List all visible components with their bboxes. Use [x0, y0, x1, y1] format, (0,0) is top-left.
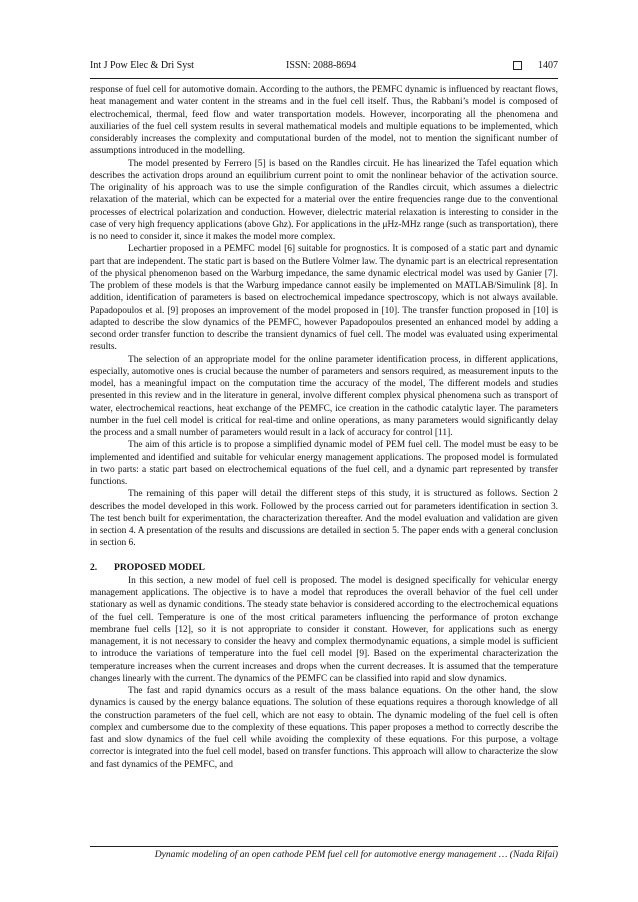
- journal-name: Int J Pow Elec & Dri Syst: [90, 60, 194, 71]
- section-heading: [90, 562, 558, 574]
- section-paragraph-1: In this section, a new model of fuel cell is proposed. The model is designed specifically for vehicular energy management applications. The objective is to have a model that reproduces the overall behavior of the fuel cell under stationary as well as dynamic conditions. The steady state behavior is considered according to the electrochemical equations of the fuel cell. Temperature is one of the most critical parameters influencing the performance of proton exchange membrane fuel cells [12], so it is not appropriate to consider it constant. However, for applications such as energy management, it is not necessary to consider the heavy and complex thermodynamic equations, a simple model is sufficient to introduce the variations of temperature into the fuel cell model [9]. Based on the experimental characterization the temperature increases when the current increases and drops when the current decreases. It is assumed that the temperature changes linearly with the current. The dynamics of the PEMFC can be classified into rapid and slow dynamics.: [90, 575, 558, 684]
- page-number: 1407: [538, 60, 558, 71]
- article-body: [90, 84, 558, 771]
- footer-rule: [90, 846, 558, 847]
- header-rule: [90, 78, 558, 79]
- section-paragraph-2: The fast and rapid dynamics occurs as a result of the mass balance equations. On the other hand, the slow dynamics is caused by the energy balance equations. The solution of these equations requires a thorough knowledge of all the construction parameters of the fuel cell, which are not easy to obtain. The dynamic modeling of the fuel cell is often complex and cumbersome due to the complexity of these equations. This paper proposes a method to correctly describe the fast and slow dynamics of the fuel cell while avoiding the complexity of these equations. For this purpose, a voltage corrector is integrated into the fuel cell model, based on transfer functions. This approach will allow to characterize the slow and fast dynamics of the PEMFC, and: [90, 686, 558, 770]
- running-header: [90, 60, 558, 76]
- section-number: 2.: [90, 561, 98, 573]
- paragraph-5: The aim of this article is to propose a simplified dynamic model of PEM fuel cell. The model must be easy to be implemented and identified and suitable for vehicular energy management applications. The proposed model is formulated in two parts: a static part based on electrochemical equations of the fuel cell, and a dynamic part represented by transfer functions.: [90, 440, 558, 487]
- paragraph-1: response of fuel cell for automotive domain. According to the authors, the PEMFC dynamic is influenced by reactant flows, heat management and water content in the streams and in the fuel cell itself. Thus, the Rabbani’s model is composed of electrochemical, thermal, feed flow and water transportation models. However, incorporating all the phenomena and auxiliaries of the fuel cell system results in several mathematical models and multiple equations to be implemented, which considerably increases the complexity and computational burden of the model, not to mention the significant number of assumptions introduced in the modelling.: [90, 85, 558, 157]
- section-title: PROPOSED MODEL: [114, 561, 205, 573]
- header-right: [513, 60, 558, 71]
- paragraph-3: Lechartier proposed in a PEMFC model [6] suitable for prognostics. It is composed of a static part and dynamic part that are independent. The static part is based on the Butlere Volmer law. The dynamic part is an electrical representation of the physical phenomenon based on the Warburg impedance, the same dynamic electrical model was used by Ganier [7]. The problem of these models is that the Warburg impedance cannot easily be implemented on MATLAB/Simulink [8]. In addition, identification of parameters is based on electrochemical impedance spectroscopy, which is not always available. Papadopoulos et al. [9] proposes an improvement of the model proposed in [10]. The transfer function proposed in [10] is adapted to describe the slow dynamics of the PEMFC, however Papadopoulos presented an enhanced model by adding a second order transfer function to describe the transient dynamics of fuel cell. The model was evaluated using experimental results.: [90, 244, 558, 353]
- issn-label: ISSN: 2088-8694: [286, 60, 357, 71]
- running-footer: Dynamic modeling of an open cathode PEM fuel cell for automotive energy management … (Nada Rifai): [154, 849, 558, 860]
- paragraph-4: The selection of an appropriate model for the online parameter identification process, in different applications, especially, automotive ones is crucial because the number of parameters and sensors required, as measurement inputs to the model, has a meaningful impact on the computation time the accuracy of the model, The different models and studies presented in this review and in the literature in general, involve different complex physical phenomena such as transport of water, electrochemical reactions, heat exchange of the PEMFC, ice creation in the cathodic catalytic layer. The parameters number in the fuel cell model is critical for real-time and online operations, as many parameters would significantly delay the process and a small number of parameters would result in a lack of accuracy for control [11].: [90, 354, 558, 438]
- paragraph-6: The remaining of this paper will detail the different steps of this study, it is structured as follows. Section 2 describes the model developed in this work. Followed by the process carried out for parameters identification in section 3. The test bench built for experimentation, the characterization thereafter. And the model evaluation and validation are given in section 4. A presentation of the results and discussions are detailed in section 5. The paper ends with a general conclusion in section 6.: [90, 489, 558, 549]
- square-icon: [513, 61, 522, 70]
- paragraph-2: The model presented by Ferrero [5] is based on the Randles circuit. He has linearized the Tafel equation which describes the activation drops around an equilibrium current point to omit the nonlinear behavior of the activation source. The originality of his approach was to use the simple configuration of the Randles circuit, which assumes a dielectric relaxation of the material, which can be expected for a material over the entire frequencies range due to the conventional processes of electrical polarization and conduction. However, dielectric material relaxation is interesting to consider in the case of very high frequency applications (above Ghz). For applications in the μHz-MHz range (such as transportation), there is no need to consider it, since it makes the model more complex.: [90, 158, 558, 242]
